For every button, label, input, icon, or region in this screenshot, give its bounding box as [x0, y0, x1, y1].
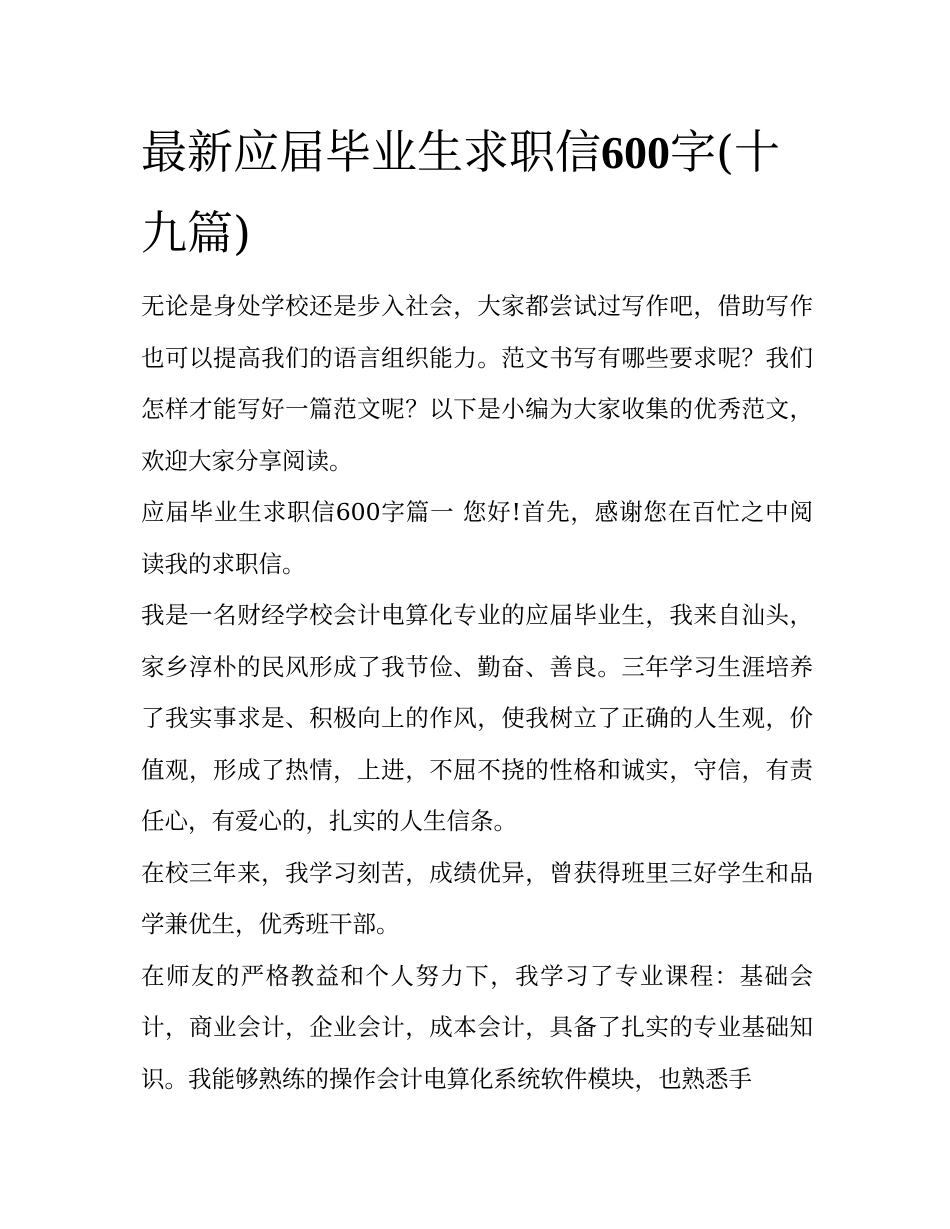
paragraph-achievements: 在校三年来，我学习刻苦，成绩优异，曾获得班里三好学生和品学兼优生，优秀班干部。	[141, 858, 813, 938]
document-body	[141, 112, 813, 1105]
paragraph-greeting: 应届毕业生求职信600字篇一 您好!首先，感谢您在百忙之中阅读我的求职信。	[141, 498, 813, 578]
paragraph-intro: 无论是身处学校还是步入社会，大家都尝试过写作吧，借助写作也可以提高我们的语言组织能力。范文书写有哪些要求呢？我们怎样才能写好一篇范文呢？以下是小编为大家收集的优秀范文，欢迎大家分享阅读。	[141, 292, 813, 475]
document-title: 最新应届毕业生求职信600字(十九篇)	[141, 125, 780, 260]
paragraph-skills: 在师友的严格教益和个人努力下，我学习了专业课程：基础会计，商业会计，企业会计，成本会计，具备了扎实的专业基础知识。我能够熟练的操作会计电算化系统软件模块，也熟悉手	[141, 961, 813, 1093]
paragraph-background: 我是一名财经学校会计电算化专业的应届毕业生，我来自汕头，家乡淳朴的民风形成了我节俭、勤奋、善良。三年学习生涯培养了我实事求是、积极向上的作风，使我树立了正确的人生观，价值观，形成了热情，上进，不屈不挠的性格和诚实，守信，有责任心，有爱心的，扎实的人生信条。	[141, 601, 813, 835]
title-number: 600	[601, 127, 670, 178]
